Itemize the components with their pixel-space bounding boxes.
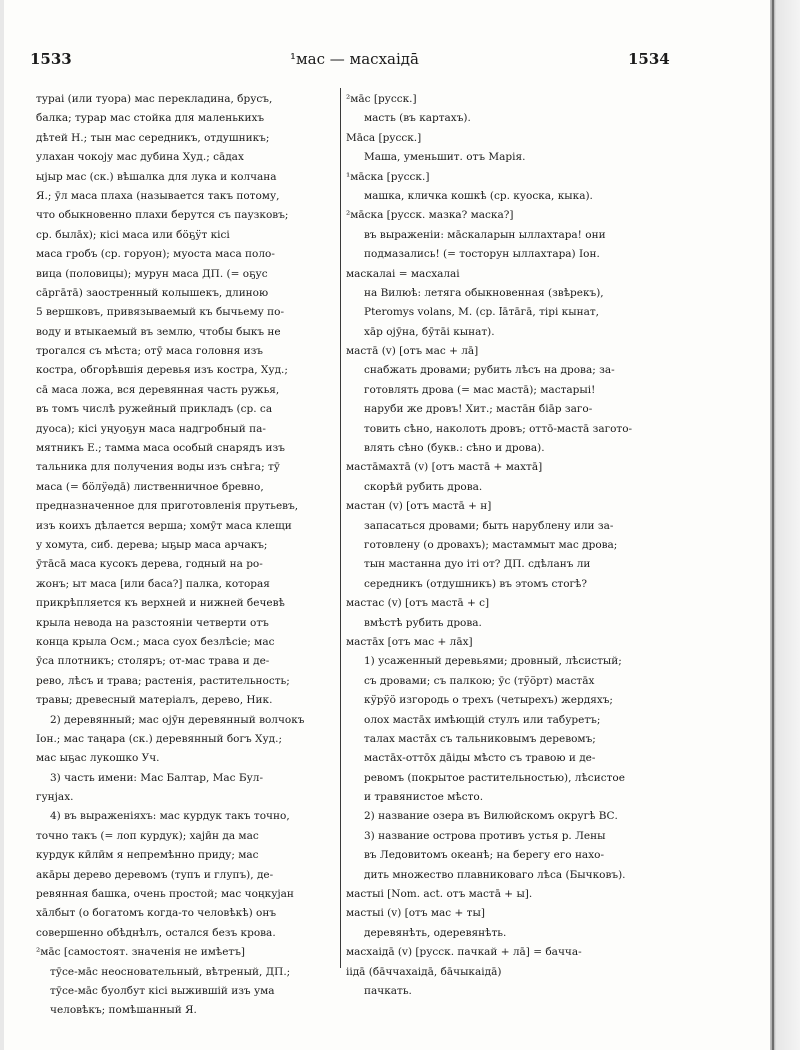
text-line: предназначенное для приготовленія прутьевъ, bbox=[36, 500, 299, 513]
text-line: вица (половицы); мурун маса ДП. (= оҕус bbox=[36, 267, 268, 280]
text-line: что обыкновенно плахи берутся съ паузковъ; bbox=[36, 209, 289, 222]
text-line: ²мāс [русск.] bbox=[346, 93, 417, 105]
text-line: совершенно обѣднѣлъ, остался безъ крова. bbox=[36, 926, 276, 939]
text-line: наруби же дровъ! Хит.; мастāн біāр заго- bbox=[364, 403, 593, 416]
text-line: Іон.; мас таңара (ск.) деревянный богъ Худ.; bbox=[36, 732, 283, 745]
text-line: мятникъ Е.; тамма маса особый снарядъ изъ bbox=[36, 442, 285, 455]
text-line: улахан чокоју мас дубина Худ.; сāдах bbox=[36, 151, 244, 164]
text-line: съ дровами; съ палкою; ӯс (тӱӧрт) мастāх bbox=[364, 674, 595, 687]
text-line: кӱрӱӧ изгородь о трехъ (четырехъ) жердяхъ; bbox=[364, 694, 613, 707]
text-line: 4) въ выраженіяхъ: мас курдук такъ точно, bbox=[50, 810, 290, 823]
text-line: масть (въ картахъ). bbox=[364, 112, 471, 125]
text-line: хāр ојӯна, бӯтāі кынат). bbox=[364, 325, 495, 338]
text-line: въ выраженіи: мāскаларын ыллахтара! они bbox=[364, 228, 606, 241]
text-line: ²мāс [самостоят. значенія не имѣетъ] bbox=[36, 946, 246, 959]
text-line: сāргāтā) заостренный колышекъ, длиною bbox=[36, 286, 269, 299]
text-line: мастāх [отъ мас + лāх] bbox=[346, 635, 473, 648]
text-line: 1) усаженный деревьями; дровный, лѣсистый; bbox=[364, 655, 622, 668]
text-line: 5 вершковъ, привязываемый къ бычьему по- bbox=[36, 306, 285, 319]
text-line: мастан (v) [отъ мастā + н] bbox=[346, 500, 492, 513]
text-line: Pteromys volans, М. (ср. ӏāтāгā, тірі кынат, bbox=[364, 306, 599, 319]
text-line: скорѣй рубить дрова. bbox=[364, 480, 483, 493]
text-line: запасаться дровами; быть нарублену или за- bbox=[364, 519, 614, 532]
page-edge bbox=[0, 0, 4, 1050]
text-line: у хомута, сиб. дерева; ыҕыр маса арчакъ; bbox=[36, 538, 268, 551]
text-line: курдук кӣлӣм я непремѣнно приду; мас bbox=[36, 849, 259, 862]
text-line: ревомъ (покрытое растительностью), лѣсистое bbox=[364, 771, 625, 784]
text-line: гунјах. bbox=[36, 791, 74, 804]
text-line: Мāса [русск.] bbox=[346, 131, 422, 144]
text-line: Я.; ӯл маса плаха (называется такъ потому, bbox=[36, 189, 280, 202]
text-line: товить сѣно, наколоть дровъ; оттō-мастā загото- bbox=[364, 422, 633, 435]
text-line: и травянистое мѣсто. bbox=[364, 791, 484, 804]
text-line: масхаідā (v) [русск. пачкай + лā] = бачча- bbox=[346, 946, 582, 959]
text-line: влять сѣно (букв.: сѣно и дрова). bbox=[364, 442, 545, 455]
text-line: мастāх-оттōх дāіды мѣсто съ травою и де- bbox=[364, 752, 596, 765]
text-line: ¹мāска [русск.] bbox=[346, 170, 430, 183]
text-line: іідā (бāччахаідā, бāчыкаідā) bbox=[346, 965, 502, 978]
text-line: мастā (v) [отъ мас + лā] bbox=[346, 345, 479, 358]
text-line: тӯсе-мāс буолбут кісі выжившій изъ ума bbox=[50, 984, 275, 997]
text-line: маса (= бӧлӱѳдā) лиственничное бревно, bbox=[36, 480, 264, 493]
text-line: ²мāска [русск. мазка? маска?] bbox=[346, 209, 514, 222]
text-line: точно такъ (= лоп курдук); хајӣн да мас bbox=[36, 829, 259, 842]
text-line: Маша, уменьшит. отъ Марія. bbox=[364, 151, 526, 164]
text-line: сā маса ложа, вся деревянная часть ружья, bbox=[36, 383, 280, 396]
text-line: дить множество плавниковаго лѣса (Бычковъ). bbox=[364, 868, 626, 881]
text-line: мастас (v) [отъ мастā + с] bbox=[346, 597, 490, 610]
running-title: ¹мас — масхаідā bbox=[290, 50, 419, 68]
text-line: снабжать дровами; рубить лѣсъ на дрова; за- bbox=[364, 364, 615, 377]
text-line: середникъ (отдушникъ) въ этомъ стогѣ? bbox=[364, 577, 587, 590]
text-line: рево, лѣсъ и трава; растенія, растительность; bbox=[36, 674, 290, 687]
text-line: человѣкъ; помѣшанный Я. bbox=[50, 1004, 197, 1017]
text-line: 3) название острова противъ устья р. Лены bbox=[364, 829, 606, 842]
text-line: олох мастāх имѣющій стулъ или табуретъ; bbox=[364, 713, 601, 726]
text-line: воду и втыкаемый въ землю, чтобы быкъ не bbox=[36, 325, 281, 338]
text-line: машка, кличка кошкѣ (ср. куоска, кыка). bbox=[364, 189, 593, 202]
text-line: дѣтей Н.; тын мас середникъ, отдушникъ; bbox=[36, 131, 270, 144]
text-line: деревянѣть, одеревянѣть. bbox=[364, 926, 507, 939]
text-line: хāлбыт (о богатомъ когда-то человѣкѣ) онъ bbox=[36, 907, 276, 920]
text-line: тураі (или туора) мас перекладина, брусъ, bbox=[36, 93, 273, 105]
text-line: прикрѣпляется къ верхней и нижней бечевѣ bbox=[36, 597, 285, 610]
text-line: трогался съ мѣста; отӯ маса головня изъ bbox=[36, 345, 263, 358]
column-divider bbox=[340, 88, 341, 968]
text-line: въ томъ числѣ ружейный прикладъ (ср. са bbox=[36, 403, 273, 416]
text-line: ср. былāх); кісі маса или бӧҕӱт кісі bbox=[36, 228, 230, 241]
text-line: мас ыҕас лукошко Уч. bbox=[36, 752, 160, 765]
text-line: ӯса плотникъ; столяръ; от-мас трава и де- bbox=[36, 655, 270, 668]
text-line: травы; древесный матеріалъ, дерево, Ник. bbox=[36, 694, 273, 707]
text-line: крыла невода на разстояніи четверти отъ bbox=[36, 616, 269, 629]
text-line: тальника для получения воды изъ снѣга; тӯ bbox=[36, 461, 280, 474]
text-line: талах мастāх съ тальниковымъ деревомъ; bbox=[364, 732, 596, 745]
page-header bbox=[30, 50, 670, 74]
text-line: на Вилюѣ: летяга обыкновенная (звѣрекъ), bbox=[364, 286, 604, 299]
text-line: ревянная башка, очень простой; мас чоңкујан bbox=[36, 888, 294, 901]
book-gutter bbox=[770, 0, 800, 1050]
text-line: маскалаі = масхалаі bbox=[346, 267, 460, 280]
text-line: мастыі (v) [отъ мас + ты] bbox=[346, 907, 485, 920]
text-line: подмазались! (= тосторун ыллахтара) Іон. bbox=[364, 248, 600, 261]
text-line: мастāмахтā (v) [отъ мастā + махтā] bbox=[346, 461, 543, 474]
text-line: жонъ; ыт маса [или баса?] палка, которая bbox=[36, 577, 270, 590]
text-line: готовлену (о дровахъ); мастаммыт мас дрова; bbox=[364, 538, 618, 551]
left-column bbox=[36, 90, 336, 1021]
text-line: маса гробъ (ср. горуон); муоста маса поло- bbox=[36, 248, 275, 261]
text-line: пачкать. bbox=[364, 984, 412, 997]
text-line: тын мастанна дуо іті от? ДП. сдѣланъ ли bbox=[364, 558, 591, 571]
text-line: изъ коихъ дѣлается верша; хомӯт маса клещи bbox=[36, 519, 292, 532]
text-line: мастыі [Nom. act. отъ мастā + ы]. bbox=[346, 888, 533, 901]
text-line: балка; турар мас стойка для маленькихъ bbox=[36, 112, 265, 125]
text-line: 3) часть имени: Мас Балтар, Мас Бул- bbox=[50, 771, 263, 784]
text-line: ӯтāсā маса кусокъ дерева, годный на ро- bbox=[36, 558, 263, 571]
text-line: конца крыла Осм.; маса суох безлѣсіе; мас bbox=[36, 635, 275, 648]
text-line: акāры дерево деревомъ (тупъ и глупъ), де- bbox=[36, 868, 274, 881]
text-line: готовлять дрова (= мас мастā); мастарыі! bbox=[364, 383, 596, 396]
text-line: въ Ледовитомъ океанѣ; на берегу его нахо- bbox=[364, 849, 604, 862]
right-column bbox=[346, 90, 646, 1001]
page-number-right: 1534 bbox=[628, 50, 670, 68]
text-line: дуоса); кісі уңуоҕун маса надгробный па- bbox=[36, 422, 266, 435]
text-line: вмѣстѣ рубить дрова. bbox=[364, 616, 482, 629]
text-line: 2) деревянный; мас ојӯн деревянный волчокъ bbox=[50, 713, 305, 726]
text-line: 2) название озера въ Вилюйскомъ округѣ ВС. bbox=[364, 810, 618, 823]
page-number-left: 1533 bbox=[30, 50, 72, 68]
text-line: тӯсе-мāс неосновательный, вѣтреный, ДП.; bbox=[50, 965, 291, 978]
text-line: ыјыр мас (ск.) вѣшалка для лука и колчана bbox=[36, 170, 277, 183]
text-line: костра, обгорѣвшія деревья изъ костра, Худ.; bbox=[36, 364, 288, 377]
